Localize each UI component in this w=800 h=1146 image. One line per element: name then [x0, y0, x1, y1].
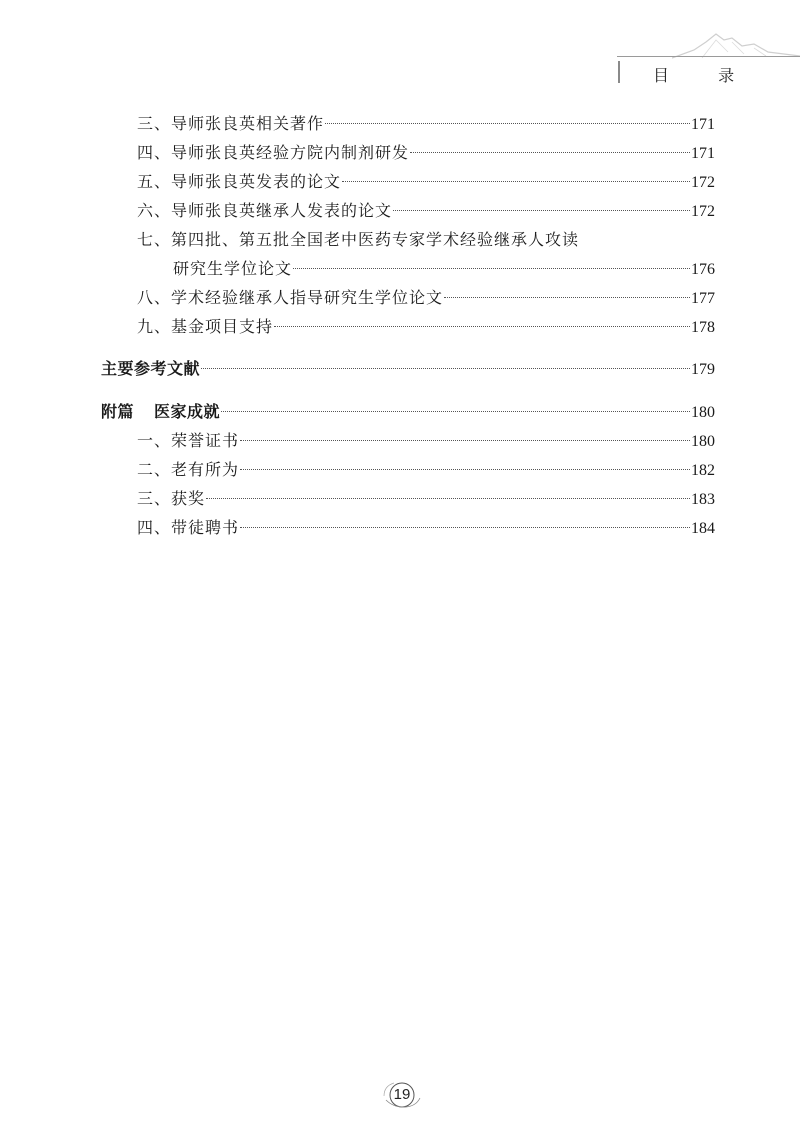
toc-leader-dots	[410, 152, 690, 153]
toc-entry[interactable]	[137, 460, 715, 481]
toc-leader-dots	[240, 469, 690, 470]
toc-chapter[interactable]	[101, 359, 715, 380]
toc-entry-label: 三、导师张良英相关著作	[137, 114, 325, 133]
toc-entry-label: 四、带徒聘书	[137, 518, 240, 537]
toc-leader-dots	[206, 498, 690, 499]
toc-entry[interactable]	[137, 143, 715, 164]
toc-leader-dots	[221, 411, 690, 412]
header-rule	[617, 56, 800, 57]
toc-entry-label-continued: 研究生学位论文	[173, 259, 293, 278]
toc-entry-label: 五、导师张良英发表的论文	[137, 172, 342, 191]
toc-chapter[interactable]	[101, 402, 715, 423]
toc-entry[interactable]	[137, 114, 715, 135]
toc-chapter-title: 医家成就	[154, 402, 221, 421]
toc-leader-dots	[325, 123, 690, 124]
toc-chapter-label: 主要参考文献	[101, 359, 201, 378]
toc-entry-label: 八、学术经验继承人指导研究生学位论文	[137, 288, 444, 307]
toc-leader-dots	[342, 181, 690, 182]
toc-entry-page: 172	[691, 203, 715, 220]
toc-leader-dots	[274, 326, 690, 327]
toc-entry[interactable]	[137, 172, 715, 193]
toc-entry-label: 六、导师张良英继承人发表的论文	[137, 201, 393, 220]
toc-leader-dots	[393, 210, 690, 211]
toc-entry[interactable]	[137, 518, 715, 539]
toc-chapter-label	[101, 402, 220, 422]
page-header	[0, 0, 800, 90]
toc-entry-label: 九、基金项目支持	[137, 317, 274, 336]
header-bar	[618, 61, 620, 83]
toc-entry-page: 172	[691, 174, 715, 191]
toc-entry-page: 178	[691, 319, 715, 336]
toc-entry-label: 一、荣誉证书	[137, 431, 240, 450]
toc-entry-page: 179	[691, 361, 715, 378]
toc-entry-page: 180	[691, 404, 715, 421]
toc-entry-page: 171	[691, 116, 715, 133]
toc-entry-page: 184	[691, 520, 715, 537]
toc-entry-page: 180	[691, 433, 715, 450]
toc-entry-page: 176	[691, 261, 715, 278]
page-number-text: 19	[393, 1086, 411, 1103]
toc-leader-dots	[240, 440, 690, 441]
toc-chapter-prefix: 附篇	[101, 402, 135, 421]
toc-entry-label[interactable]: 七、第四批、第五批全国老中医药专家学术经验继承人攻读	[137, 230, 580, 249]
toc-leader-dots	[293, 268, 690, 269]
toc-entry-label: 四、导师张良英经验方院内制剂研发	[137, 143, 410, 162]
toc-leader-dots	[240, 527, 690, 528]
toc-entry-page: 171	[691, 145, 715, 162]
toc-entry[interactable]	[137, 489, 715, 510]
toc-entry[interactable]	[137, 317, 715, 338]
toc-entry-label: 三、获奖	[137, 489, 206, 508]
page-number	[388, 1081, 416, 1109]
toc-entry-label: 二、老有所为	[137, 460, 240, 479]
toc-entry-page: 177	[691, 290, 715, 307]
toc-entry[interactable]	[137, 201, 715, 222]
toc-entry-page: 183	[691, 491, 715, 508]
toc-entry[interactable]	[137, 288, 715, 309]
toc-entry[interactable]	[173, 259, 715, 280]
header-title: 目 录	[653, 66, 757, 85]
toc-leader-dots	[444, 297, 690, 298]
toc-leader-dots	[201, 368, 690, 369]
toc-entry[interactable]	[137, 431, 715, 452]
toc-entry-page: 182	[691, 462, 715, 479]
